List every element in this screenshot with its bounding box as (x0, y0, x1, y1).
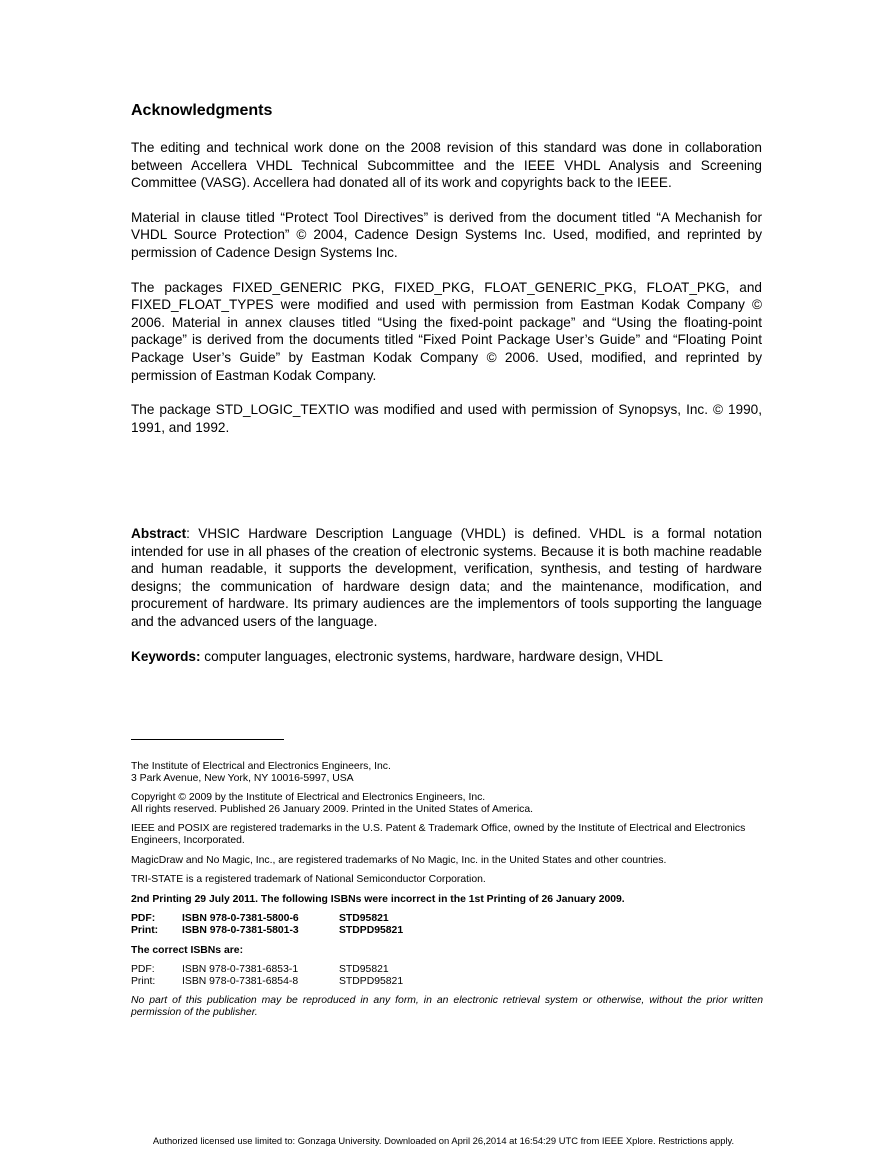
copyright-block (131, 761, 763, 1027)
ack-paragraph-4: The package STD_LOGIC_TEXTIO was modified and used with permission of Synopsys, Inc. © 1990, 1991, and 1992. (131, 402, 762, 435)
isbn-number: ISBN 978-0-7381-6853-1 (182, 964, 299, 976)
ack-paragraph-1: The editing and technical work done on the 2008 revision of this standard was done in collaboration between Accellera VHDL Technical Subcommittee and the IEEE VHDL Analysis and Screening Committee (VASG). Accellera had donated all of its work and copyrights back to the IEEE. (131, 140, 762, 191)
isbn-number: ISBN 978-0-7381-5801-3 (182, 924, 299, 936)
reproduction-notice: No part of this publication may be reproduced in any form, in an electronic retrieval system or otherwise, without the prior written permission of the publisher. (131, 995, 763, 1018)
abstract-paragraph (131, 525, 762, 631)
publisher-address (131, 761, 763, 784)
ack-paragraph-2: Material in clause titled “Protect Tool Directives” is derived from the document titled “A Mechanish for VHDL Source Protection” © 2004, Cadence Design Systems Inc. Used, modified, and reprinted by permission of Cadence Design Systems Inc. (131, 209, 762, 260)
isbn-number: ISBN 978-0-7381-6854-8 (182, 975, 299, 987)
isbn-format: PDF: (131, 913, 156, 925)
institute-name: The Institute of Electrical and Electronics Engineers, Inc. (131, 761, 391, 772)
printing-note: 2nd Printing 29 July 2011. The following ISBNs were incorrect in the 1st Printing of 26 January 2009. (131, 893, 625, 905)
abstract-label: Abstract (131, 526, 187, 541)
isbn-format: Print: (131, 924, 159, 936)
abstract-text: : VHSIC Hardware Description Language (VHDL) is defined. VHDL is a formal notation intended for use in all phases of the creation of electronic systems. Because it is both machine readable and human readable, it supports the development, verification, synthesis, and testing of hardware designs; the communication of hardware design data; and the maintenance, modification, and procurement of hardware. Its primary audiences are the implementors of tools supporting the language and the advanced users of the language. (131, 526, 762, 629)
isbn-code: STD95821 (339, 913, 389, 925)
correct-isbn-heading: The correct ISBNs are: (131, 944, 244, 956)
correct-isbn-list (131, 964, 763, 987)
isbn-row (131, 925, 763, 937)
isbn-row (131, 964, 763, 976)
isbn-row (131, 976, 763, 988)
isbn-code: STDPD95821 (339, 975, 404, 987)
trademark-tristate: TRI-STATE is a registered trademark of National Semiconductor Corporation. (131, 874, 486, 886)
keywords-label: Keywords: (131, 648, 201, 664)
isbn-code: STDPD95821 (339, 924, 404, 936)
incorrect-isbn-list (131, 913, 763, 936)
copyright-notice (131, 792, 763, 815)
isbn-number: ISBN 978-0-7381-5800-6 (182, 913, 299, 925)
acknowledgments-section (131, 139, 762, 453)
isbn-code: STD95821 (339, 964, 389, 976)
acknowledgments-heading: Acknowledgments (131, 102, 273, 119)
isbn-format: PDF: (131, 964, 155, 976)
license-footer-text: Authorized licensed use limited to: Gonzaga University. Downloaded on April 26,2014 at 16:54:29 UTC from IEEE Xplore. Restrictions apply. (152, 1135, 735, 1146)
trademark-magicdraw: MagicDraw and No Magic, Inc., are registered trademarks of No Magic, Inc. in the United States and other countries. (131, 854, 667, 866)
trademark-ieee: IEEE and POSIX are registered trademarks in the U.S. Patent & Trademark Office, owned by the Institute of Electrical and Electronics Engineers, Incorporated. (131, 823, 746, 846)
copyright-line: Copyright © 2009 by the Institute of Electrical and Electronics Engineers, Inc. (131, 792, 486, 804)
keywords-text: computer languages, electronic systems, hardware, hardware design, VHDL (200, 648, 663, 664)
institute-address: 3 Park Avenue, New York, NY 10016-5997, USA (131, 772, 354, 784)
keywords-paragraph (131, 648, 762, 666)
rights-line: All rights reserved. Published 26 January 2009. Printed in the United States of America. (131, 803, 533, 815)
isbn-format: Print: (131, 975, 156, 987)
footnote-divider (131, 739, 284, 740)
license-footer (0, 1135, 893, 1147)
ack-paragraph-3: The packages FIXED_GENERIC PKG, FIXED_PKG, FLOAT_GENERIC_PKG, FLOAT_PKG, and FIXED_FLOAT_TYPES were modified and used with permission from Eastman Kodak Company © 2006. Material in annex clauses titled “Using the fixed-point package” and “Using the floating-point package” is derived from the documents titled “Fixed Point Package User’s Guide” and “Floating Point Package User’s Guide” by Eastman Kodak Company © 2006. Used, modified, and reprinted by permission of Eastman Kodak Company. (131, 279, 762, 383)
isbn-row (131, 913, 763, 925)
abstract-section (131, 525, 762, 682)
